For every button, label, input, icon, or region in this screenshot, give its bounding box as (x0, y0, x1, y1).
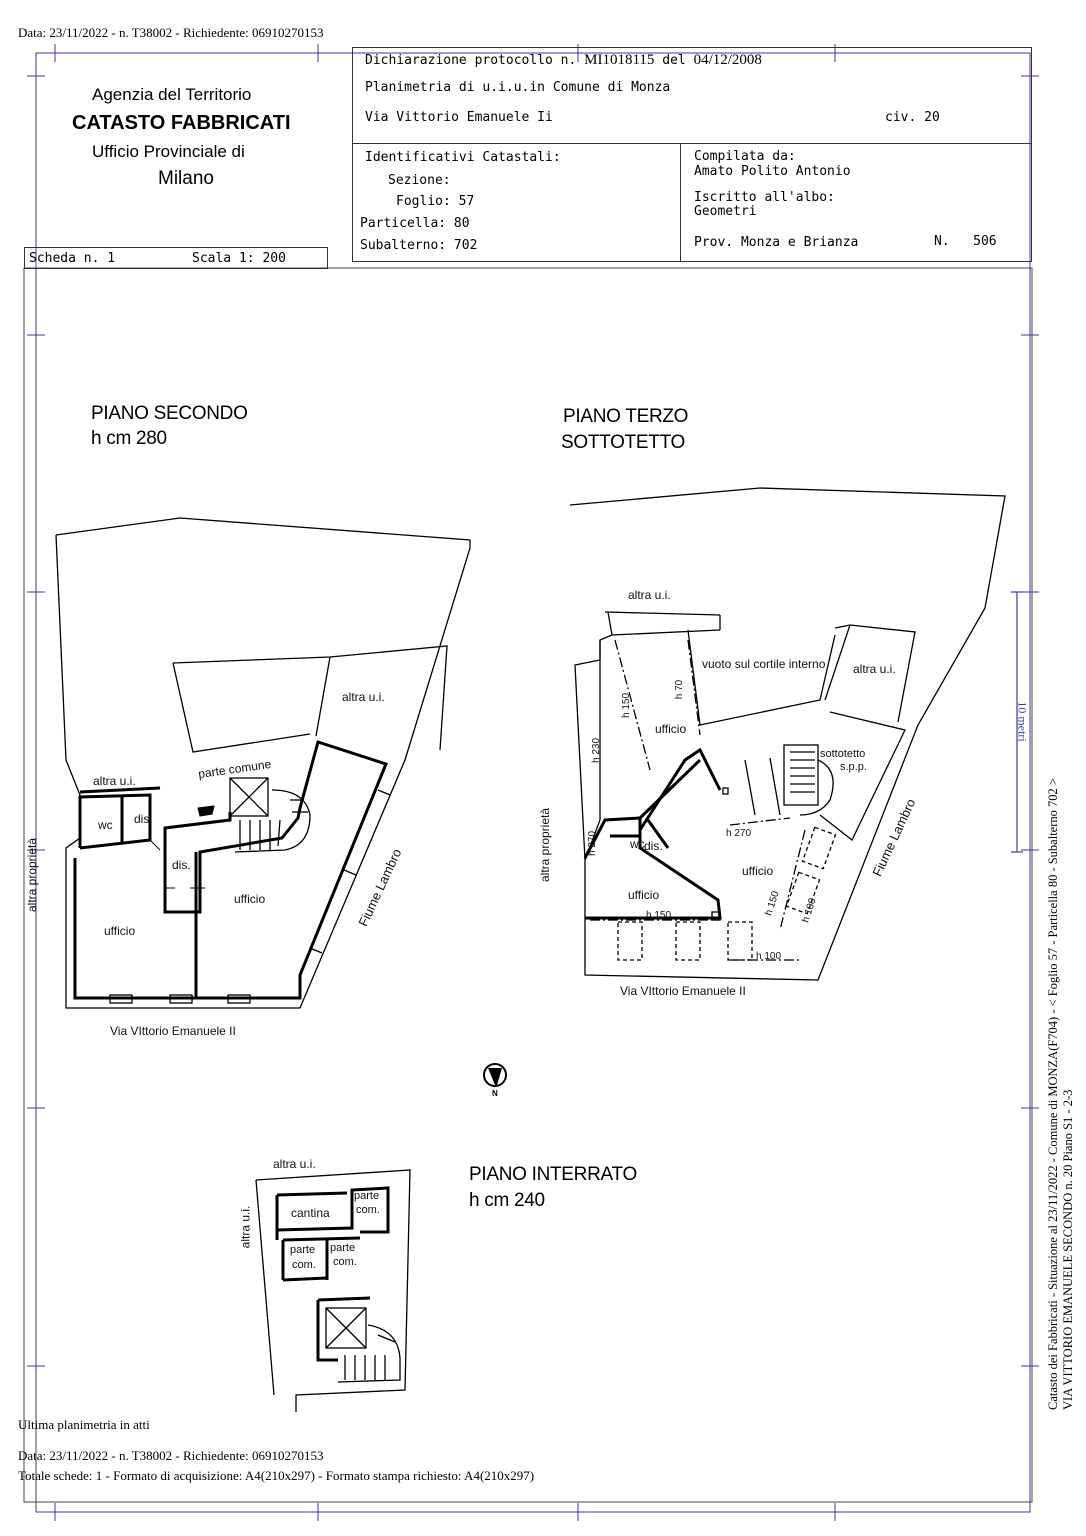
sezione-label: Sezione: (388, 173, 451, 188)
interrato-parte-com-3a: parte (330, 1242, 356, 1254)
secondo-ufficio-1: ufficio (104, 924, 136, 938)
side-address-text: VIA VITTORIO EMANUELE SECONDO n. 20 Piano S1 - 2-3 (1061, 1089, 1075, 1410)
planimetria-text: Planimetria di u.i.u.in Comune di Monza (365, 80, 671, 95)
terzo-via: Via VIttorio Emanuele II (620, 984, 746, 998)
north-label: N (492, 1089, 498, 1098)
secondo-dis-1: dis. (134, 812, 153, 826)
interrato-title: PIANO INTERRATO (469, 1164, 637, 1185)
terzo-ufficio-3: ufficio (628, 888, 660, 902)
catasto-title: CATASTO FABBRICATI (72, 112, 291, 134)
terzo-ufficio-1: ufficio (655, 722, 687, 736)
interrato-altra-ui-top: altra u.i. (273, 1157, 316, 1171)
compilata-name: Amato Polito Antonio (694, 164, 851, 179)
secondo-fiume: Fiume Lambro (355, 846, 405, 929)
protocol-label: Dichiarazione protocollo n. MI1018115 del 04/12/2008 (365, 52, 762, 68)
terzo-h270-a: h 270 (587, 830, 599, 857)
terzo-h230: h 230 (591, 737, 603, 764)
interrato-parte-com-3b: com. (333, 1256, 357, 1268)
albo-value: Geometri (694, 204, 757, 219)
terzo-h100-a: h 100 (800, 896, 819, 925)
terzo-h270-b: h 270 (726, 828, 752, 839)
terzo-altra-proprieta: altra proprietà (538, 807, 553, 883)
protocol-number: MI1018115 (584, 52, 655, 68)
prov-text: Prov. Monza e Brianza (694, 235, 859, 250)
secondo-dis-2: dis. (172, 858, 191, 872)
secondo-altra-proprieta: altra proprietà (25, 837, 40, 913)
foglio-row: Foglio: 57 (396, 194, 475, 209)
scale-bar-label: 10 metri (1015, 701, 1030, 742)
subalterno-row: Subalterno: 702 (360, 238, 478, 253)
terzo-h150-a: h 150 (621, 692, 633, 719)
terzo-sottotetto: sottotetto (820, 748, 866, 760)
secondo-altra-ui-1: altra u.i. (93, 774, 136, 788)
top-metadata: Data: 23/11/2022 - n. T38002 - Richiedente: 06910270153 (18, 25, 324, 40)
terzo-fiume: Fiume Lambro (869, 796, 919, 879)
particella-row: Particella: 80 (360, 216, 470, 231)
city-name: Milano (158, 168, 214, 189)
interrato-parte-com-1b: com. (356, 1204, 380, 1216)
terzo-vuoto: vuoto sul cortile interno (702, 657, 826, 671)
footer-totale: Totale schede: 1 - Formato di acquisizione: A4(210x297) - Formato stampa richiesto: A4(210x297) (18, 1468, 535, 1483)
secondo-ufficio-2: ufficio (234, 892, 266, 906)
interrato-cantina: cantina (291, 1206, 330, 1220)
footer-data: Data: 23/11/2022 - n. T38002 - Richiedente: 06910270153 (18, 1448, 324, 1463)
protocol-date: 04/12/2008 (693, 52, 762, 68)
secondo-parte-comune: parte comune (197, 756, 273, 782)
interrato-parte-com-1a: parte (354, 1190, 380, 1202)
interrato-height: h cm 240 (469, 1190, 545, 1211)
secondo-wc: wc (98, 818, 113, 832)
albo-label: Iscritto all'albo: (694, 190, 835, 205)
terzo-ufficio-2: ufficio (742, 864, 774, 878)
scala-label: Scala 1: 200 (192, 251, 286, 266)
terzo-h150-b: h 150 (646, 910, 672, 921)
secondo-altra-ui-2: altra u.i. (342, 690, 385, 704)
scheda-label: Scheda n. 1 (29, 251, 116, 266)
side-catasto-text: Catasto dei Fabbricati - Situazione al 23/11/2022 - Comune di MONZA(F704) - < Foglio 57 - Particella 80 - Subalterno 702 > (1046, 778, 1060, 1410)
terzo-subtitle: SOTTOTETTO (561, 432, 686, 453)
interrato-parte-com-2a: parte (290, 1244, 316, 1256)
secondo-via: Via VIttorio Emanuele II (110, 1024, 236, 1038)
secondo-title: PIANO SECONDO (91, 403, 248, 424)
terzo-altra-ui-2: altra u.i. (853, 662, 896, 676)
identificativi-title: Identificativi Catastali: (365, 150, 561, 165)
terzo-altra-ui-1: altra u.i. (628, 588, 671, 602)
terzo-spp: s.p.p. (840, 761, 867, 773)
interrato-parte-com-2b: com. (292, 1259, 316, 1271)
secondo-height: h cm 280 (91, 428, 167, 449)
terzo-title: PIANO TERZO (563, 406, 689, 427)
terzo-h70: h 70 (674, 679, 686, 700)
terzo-dis: dis. (644, 839, 663, 853)
terzo-h100-b: h 100 (756, 951, 782, 962)
address-text: Via Vittorio Emanuele Ii (365, 110, 553, 125)
agency-name: Agenzia del Territorio (92, 85, 252, 104)
albo-number: N. 506 (934, 234, 997, 249)
footer-ultima: Ultima planimetria in atti (18, 1417, 150, 1432)
ufficio-label: Ufficio Provinciale di (92, 142, 245, 161)
terzo-wc: wc (630, 837, 645, 851)
compilata-label: Compilata da: (694, 149, 796, 164)
terzo-h150-c: h 150 (763, 889, 782, 918)
interrato-altra-ui-side: altra u.i. (238, 1205, 253, 1249)
civic-number: civ. 20 (885, 110, 940, 125)
